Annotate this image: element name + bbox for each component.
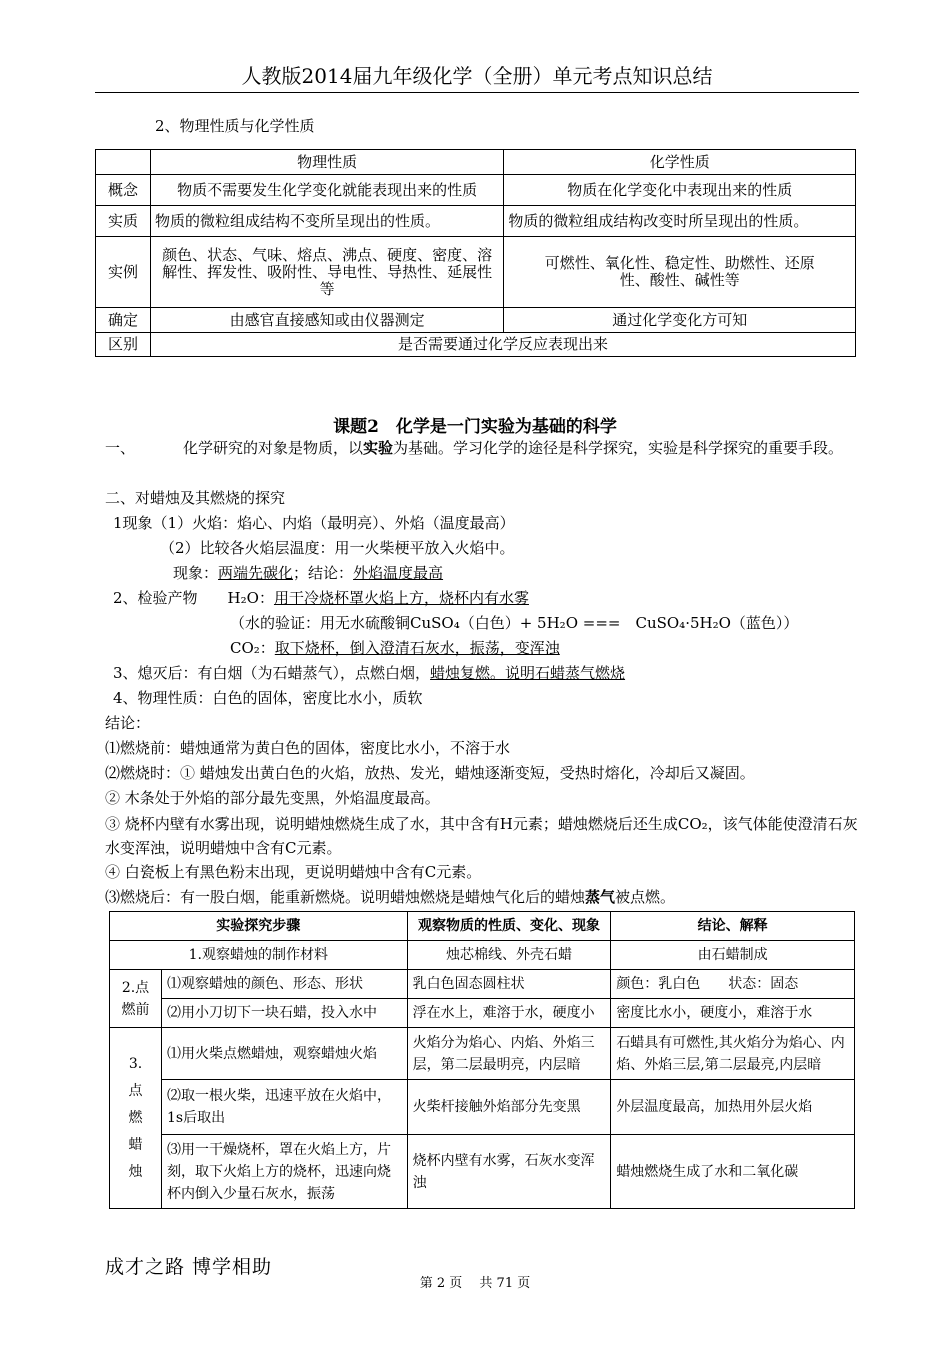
table-cell: 火焰分为焰心、内焰、外焰三层，第二层最明亮，内层暗 xyxy=(407,1028,611,1080)
row-label: 实例 xyxy=(96,237,151,308)
table-cell: 物质的微粒组成结构不变所呈现出的性质。 xyxy=(150,206,503,237)
table-cell: 石蜡具有可燃性,其火焰分为焰心、内焰、外焰三层,第二层最亮,内层暗 xyxy=(611,1028,855,1080)
table-cell: ⑵取一根火柴，迅速平放在火焰中，1s后取出 xyxy=(161,1080,407,1135)
table-cell: 颜色、状态、气味、熔点、沸点、硬度、密度、溶解性、挥发性、吸附性、导电性、导热性、延展性等 xyxy=(150,237,503,308)
row-label: 概念 xyxy=(96,175,151,206)
row-label: 实质 xyxy=(96,206,151,237)
table-cell: 由石蜡制成 xyxy=(611,941,855,970)
paragraph: 3、熄灭后：有白烟（为石蜡蒸气），点燃白烟，蜡烛复燃。说明石蜡蒸气燃烧 xyxy=(113,664,626,682)
paragraph: 4、物理性质：白色的固体，密度比水小，质软 xyxy=(113,689,423,707)
table-cell: 颜色：乳白色 状态：固态 xyxy=(611,970,855,999)
paragraph: 结论： xyxy=(105,714,151,732)
table-cell: 是否需要通过化学反应表现出来 xyxy=(150,333,855,357)
row-label: 区别 xyxy=(96,333,151,357)
paragraph: ⑴燃烧前：蜡烛通常为黄白色的固体，密度比水小，不溶于水 xyxy=(105,739,511,757)
paragraph: ⑶燃烧后：有一股白烟，能重新燃烧。说明蜡烛燃烧是蜡烛气化后的蜡烛蒸气被点燃。 xyxy=(105,888,676,906)
table-cell: 1.观察蜡烛的制作材料 xyxy=(110,941,408,970)
paragraph: ② 木条处于外焰的部分最先变黑，外焰温度最高。 xyxy=(105,789,440,807)
table-cell: 蜡烛燃烧生成了水和二氧化碳 xyxy=(611,1135,855,1209)
col-header-chemical: 化学性质 xyxy=(504,150,856,175)
page-number: 第 2 页 共 71 页 xyxy=(419,1276,531,1291)
group-label: 3.点燃蜡烛 xyxy=(110,1028,162,1209)
table-cell: 由感官直接感知或由仪器测定 xyxy=(150,308,503,333)
group-label: 2.点燃前 xyxy=(110,970,162,1028)
table-cell: 烧杯内壁有水雾，石灰水变浑浊 xyxy=(407,1135,611,1209)
properties-table xyxy=(95,149,856,357)
table-cell: 火柴杆接触外焰部分先变黑 xyxy=(407,1080,611,1135)
paragraph: （水的验证：用无水硫酸铜CuSO₄（白色）+ 5H₂O === CuSO₄·5H₂O（蓝色）） xyxy=(230,614,799,632)
paragraph: 2、检验产物 H₂O：用干冷烧杯罩火焰上方，烧杯内有水雾 xyxy=(113,589,529,607)
table-cell: 烛芯棉线、外壳石蜡 xyxy=(407,941,611,970)
table-cell: 通过化学变化方可知 xyxy=(504,308,856,333)
col-header-steps: 实验探究步骤 xyxy=(110,912,408,941)
paragraph: （2）比较各火焰层温度：用一火柴梗平放入火焰中。 xyxy=(160,539,515,557)
paragraph: 二、对蜡烛及其燃烧的探究 xyxy=(105,489,286,507)
table-cell: ⑴用火柴点燃蜡烛，观察蜡烛火焰 xyxy=(161,1028,407,1080)
table-cell: 外层温度最高，加热用外层火焰 xyxy=(611,1080,855,1135)
table-cell: ⑴观察蜡烛的颜色、形态、形状 xyxy=(161,970,407,999)
col-header-physical: 物理性质 xyxy=(150,150,503,175)
paragraph: 1现象（1）火焰：焰心、内焰（最明亮）、外焰（温度最高） xyxy=(113,514,515,532)
paragraph: ③ 烧杯内壁有水雾出现，说明蜡烛燃烧生成了水，其中含有H元素；蜡烛燃烧后还生成CO₂，该气体能使澄清石灰水变浑浊，说明蜡烛中含有C元素。 xyxy=(105,815,858,857)
paragraph: ④ 白瓷板上有黑色粉末出现，更说明蜡烛中含有C元素。 xyxy=(105,863,482,881)
topic-title: 课题2 化学是一门实验为基础的科学 xyxy=(333,417,617,437)
paragraph: 现象：两端先碳化；结论：外焰温度最高 xyxy=(173,564,444,582)
table-cell: 物质的微粒组成结构改变时所呈现出的性质。 xyxy=(504,206,856,237)
table-cell: ⑶用一干燥烧杯，罩在火焰上方，片刻，取下火焰上方的烧杯，迅速向烧杯内倒入少量石灰水，振荡 xyxy=(161,1135,407,1209)
table-cell: ⑵用小刀切下一块石蜡，投入水中 xyxy=(161,999,407,1028)
table-cell: 密度比水小，硬度小，难溶于水 xyxy=(611,999,855,1028)
col-header-conclusion: 结论、解释 xyxy=(611,912,855,941)
paragraph: CO₂：取下烧杯，倒入澄清石灰水，振荡，变浑浊 xyxy=(230,639,560,657)
table-cell: 乳白色固态圆柱状 xyxy=(407,970,611,999)
table-cell: 物质在化学变化中表现出来的性质 xyxy=(504,175,856,206)
table-cell: 可燃性、氧化性、稳定性、助燃性、还原性、酸性、碱性等 xyxy=(504,237,856,308)
col-header-observation: 观察物质的性质、变化、现象 xyxy=(407,912,611,941)
paragraph: 一、 化学研究的对象是物质，以实验为基础。学习化学的途径是科学探究，实验是科学探究的重要手段。 xyxy=(105,439,844,457)
footer-motto: 成才之路 博学相助 xyxy=(105,1256,273,1278)
experiment-table xyxy=(109,911,855,1209)
section-heading: 2、物理性质与化学性质 xyxy=(155,117,315,135)
page-header: 人教版2014届九年级化学（全册）单元考点知识总结 xyxy=(95,62,859,93)
row-label: 确定 xyxy=(96,308,151,333)
table-cell: 物质不需要发生化学变化就能表现出来的性质 xyxy=(150,175,503,206)
table-corner xyxy=(96,150,151,175)
table-cell: 浮在水上，难溶于水，硬度小 xyxy=(407,999,611,1028)
paragraph: ⑵燃烧时：① 蜡烛发出黄白色的火焰，放热、发光，蜡烛逐渐变短，受热时熔化，冷却后又凝固。 xyxy=(105,764,755,782)
